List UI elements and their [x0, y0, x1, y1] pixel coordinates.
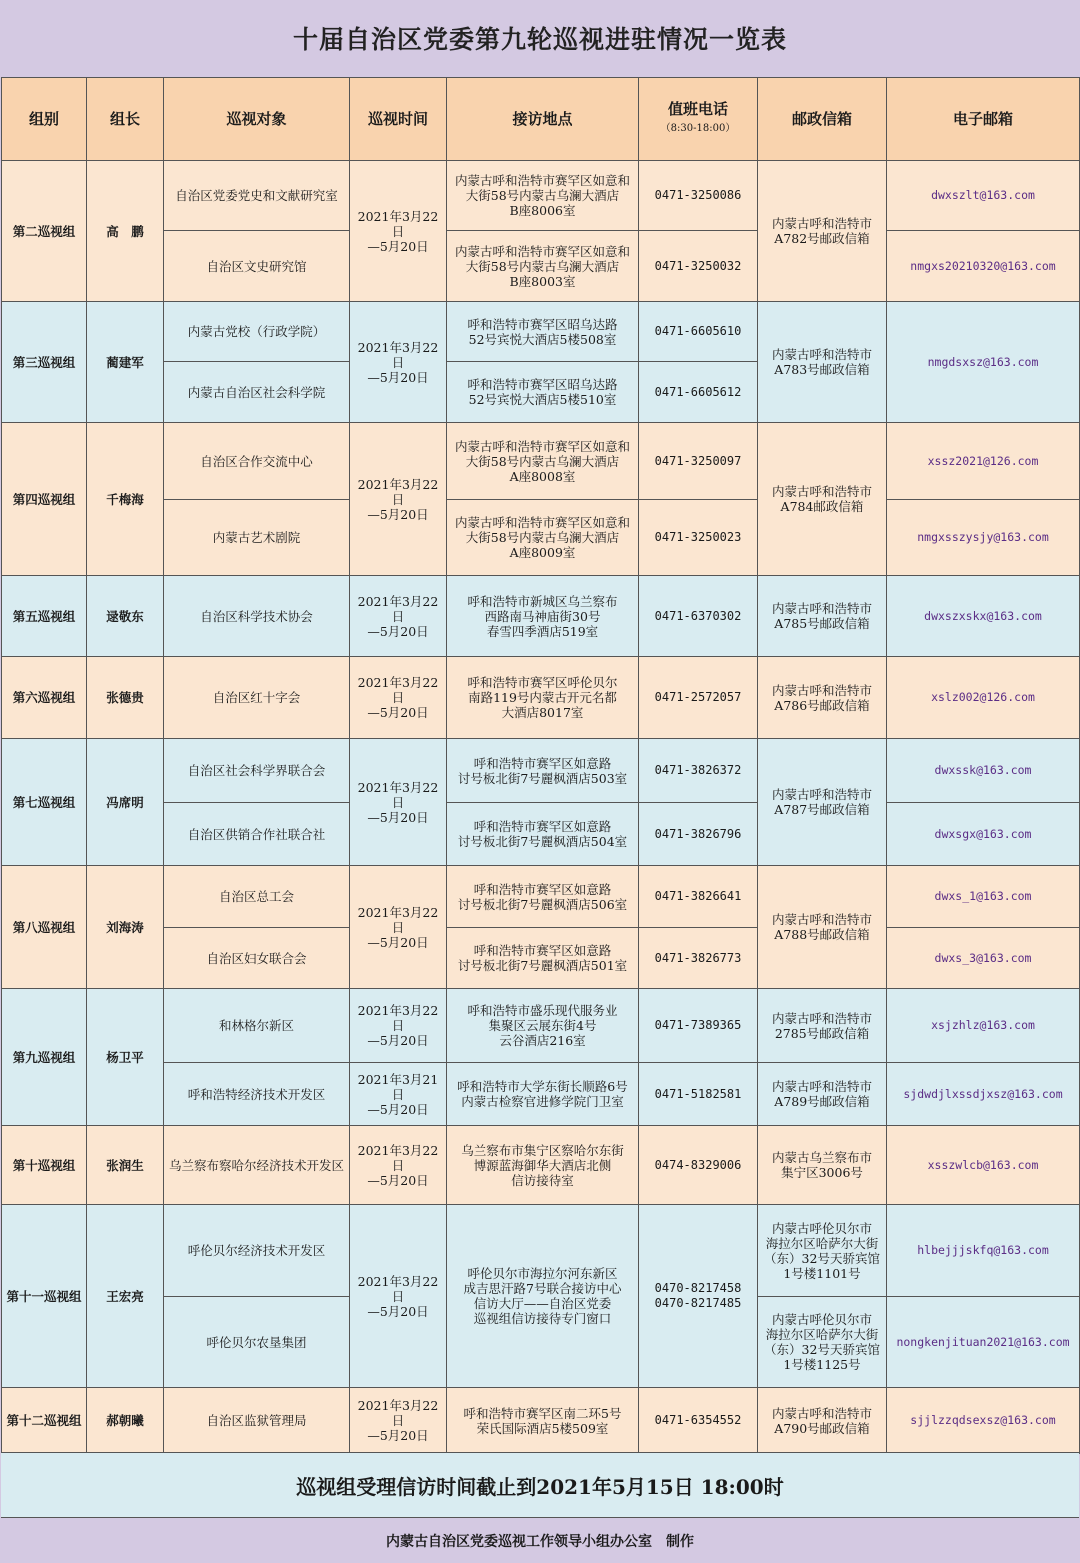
- duty-phone: 0474-8329006: [639, 1126, 758, 1205]
- table-row: [2, 739, 1080, 803]
- inspection-target: 自治区供销合作社联合社: [164, 803, 350, 866]
- table-row: [2, 231, 1080, 302]
- email-address: xsszwlcb@163.com: [887, 1126, 1080, 1205]
- inspection-period: 2021年3月22日 —5月20日: [350, 1126, 447, 1205]
- email-address: sjjlzzqdsexsz@163.com: [887, 1388, 1080, 1454]
- email-address: xssz2021@126.com: [887, 423, 1080, 500]
- inspection-target: 自治区总工会: [164, 866, 350, 928]
- header-target: 巡视对象: [164, 78, 350, 161]
- group-name: 第十一巡视组: [2, 1205, 87, 1388]
- group-leader: 蔺建军: [87, 302, 164, 423]
- visit-address: 乌兰察布市集宁区察哈尔东街 博源蓝海御华大酒店北侧 信访接待室: [447, 1126, 639, 1205]
- header-leader: 组长: [87, 78, 164, 161]
- inspection-period: 2021年3月22日 —5月20日: [350, 423, 447, 576]
- postal-mailbox: 内蒙古呼和浩特市 A787号邮政信箱: [758, 739, 887, 866]
- email-address: dwxszlt@163.com: [887, 161, 1080, 231]
- email-address: dwxszxskx@163.com: [887, 576, 1080, 657]
- visit-address: 内蒙古呼和浩特市赛罕区如意和 大街58号内蒙古乌澜大酒店 B座8003室: [447, 231, 639, 302]
- table-row: [2, 803, 1080, 866]
- duty-phone: 0471-6370302: [639, 576, 758, 657]
- table-row: [2, 500, 1080, 576]
- group-name: 第五巡视组: [2, 576, 87, 657]
- postal-mailbox: 内蒙古呼伦贝尔市 海拉尔区哈萨尔大街 （东）32号天骄宾馆 1号楼1125号: [758, 1297, 887, 1388]
- visit-address: 呼和浩特市赛罕区南二环5号 荣氏国际酒店5楼509室: [447, 1388, 639, 1454]
- postal-mailbox: 内蒙古呼和浩特市 A782号邮政信箱: [758, 161, 887, 302]
- duty-phone: 0471-6605610: [639, 302, 758, 362]
- page-title: 十届自治区党委第九轮巡视进驻情况一览表: [292, 25, 787, 54]
- postal-mailbox: 内蒙古呼伦贝尔市 海拉尔区哈萨尔大街 （东）32号天骄宾馆 1号楼1101号: [758, 1205, 887, 1297]
- group-leader: 高 鹏: [87, 161, 164, 302]
- group-name: 第十巡视组: [2, 1126, 87, 1205]
- table-row: [2, 1063, 1080, 1126]
- email-address: nmgxsszysjy@163.com: [887, 500, 1080, 576]
- inspection-target: 自治区党委党史和文献研究室: [164, 161, 350, 231]
- table-row: [2, 1126, 1080, 1205]
- postal-mailbox: 内蒙古呼和浩特市 A790号邮政信箱: [758, 1388, 887, 1454]
- inspection-period: 2021年3月22日 —5月20日: [350, 866, 447, 989]
- duty-phone: 0471-3250097: [639, 423, 758, 500]
- email-address: nmgdsxsz@163.com: [887, 302, 1080, 423]
- table-row: [2, 302, 1080, 362]
- duty-phone: 0471-3826641: [639, 866, 758, 928]
- group-name: 第六巡视组: [2, 657, 87, 739]
- inspection-target: 自治区文史研究馆: [164, 231, 350, 302]
- visit-address: 内蒙古呼和浩特市赛罕区如意和 大街58号内蒙古乌澜大酒店 B座8006室: [447, 161, 639, 231]
- visit-address: 呼伦贝尔市海拉尔河东新区 成吉思汗路7号联合接访中心 信访大厅——自治区党委 巡视组信访接待专门窗口: [447, 1205, 639, 1388]
- inspection-target: 自治区科学技术协会: [164, 576, 350, 657]
- table-row: [2, 866, 1080, 928]
- visit-address: 呼和浩特市赛罕区如意路 讨号板北街7号麗枫酒店501室: [447, 928, 639, 989]
- inspection-target: 和林格尔新区: [164, 989, 350, 1063]
- visit-address: 呼和浩特市新城区乌兰察布 西路南马神庙街30号 春雪四季酒店519室: [447, 576, 639, 657]
- duty-phone: 0471-3250032: [639, 231, 758, 302]
- email-address: xsjzhlz@163.com: [887, 989, 1080, 1063]
- table-row: [2, 1205, 1080, 1297]
- inspection-target: 乌兰察布察哈尔经济技术开发区: [164, 1126, 350, 1205]
- email-address: nmgxs20210320@163.com: [887, 231, 1080, 302]
- inspection-period: 2021年3月22日 —5月20日: [350, 1205, 447, 1388]
- inspection-period: 2021年3月22日 —5月20日: [350, 576, 447, 657]
- header-email: 电子邮箱: [887, 78, 1080, 161]
- group-leader: 郝朝曦: [87, 1388, 164, 1454]
- group-name: 第四巡视组: [2, 423, 87, 576]
- group-leader: 张德贵: [87, 657, 164, 739]
- visit-address: 呼和浩特市赛罕区如意路 讨号板北街7号麗枫酒店504室: [447, 803, 639, 866]
- postal-mailbox: 内蒙古呼和浩特市 A786号邮政信箱: [758, 657, 887, 739]
- visit-address: 呼和浩特市大学东街长顺路6号 内蒙古检察官进修学院门卫室: [447, 1063, 639, 1126]
- duty-phone: 0471-7389365: [639, 989, 758, 1063]
- email-address: nongkenjituan2021@163.com: [887, 1297, 1080, 1388]
- inspection-period: 2021年3月22日 —5月20日: [350, 989, 447, 1063]
- inspection-target: 呼伦贝尔农垦集团: [164, 1297, 350, 1388]
- header-address: 接访地点: [447, 78, 639, 161]
- deadline-notice: 巡视组受理信访时间截止到2021年5月15日 18:00时: [1, 1452, 1079, 1518]
- table-row: [2, 1388, 1080, 1454]
- inspection-target: 内蒙古党校（行政学院）: [164, 302, 350, 362]
- group-leader: 王宏亮: [87, 1205, 164, 1388]
- inspection-target: 呼和浩特经济技术开发区: [164, 1063, 350, 1126]
- visit-address: 内蒙古呼和浩特市赛罕区如意和 大街58号内蒙古乌澜大酒店 A座8009室: [447, 500, 639, 576]
- duty-phone: 0471-6354552: [639, 1388, 758, 1454]
- duty-phone: 0471-3826796: [639, 803, 758, 866]
- visit-address: 呼和浩特市盛乐现代服务业 集聚区云展东街4号 云谷酒店216室: [447, 989, 639, 1063]
- visit-address: 呼和浩特市赛罕区如意路 讨号板北街7号麗枫酒店506室: [447, 866, 639, 928]
- postal-mailbox: 内蒙古呼和浩特市 A789号邮政信箱: [758, 1063, 887, 1126]
- duty-phone: 0471-3826773: [639, 928, 758, 989]
- group-name: 第十二巡视组: [2, 1388, 87, 1454]
- inspection-table: [1, 77, 1080, 1454]
- email-address: hlbejjjskfq@163.com: [887, 1205, 1080, 1297]
- header-phone-label: 值班电话: [667, 100, 728, 118]
- group-leader: 千梅海: [87, 423, 164, 576]
- postal-mailbox: 内蒙古呼和浩特市 A783号邮政信箱: [758, 302, 887, 423]
- postal-mailbox: 内蒙古呼和浩特市 A785号邮政信箱: [758, 576, 887, 657]
- inspection-period: 2021年3月22日 —5月20日: [350, 161, 447, 302]
- inspection-target: 呼伦贝尔经济技术开发区: [164, 1205, 350, 1297]
- header-group: 组别: [2, 78, 87, 161]
- visit-address: 呼和浩特市赛罕区如意路 讨号板北街7号麗枫酒店503室: [447, 739, 639, 803]
- table-row: [2, 657, 1080, 739]
- email-address: dwxs_3@163.com: [887, 928, 1080, 989]
- postal-mailbox: 内蒙古呼和浩特市 A788号邮政信箱: [758, 866, 887, 989]
- email-address: dwxs_1@163.com: [887, 866, 1080, 928]
- email-address: sjdwdjlxssdjxsz@163.com: [887, 1063, 1080, 1126]
- email-address: dwxssk@163.com: [887, 739, 1080, 803]
- footer-credit: 内蒙古自治区党委巡视工作领导小组办公室 制作: [386, 1533, 694, 1550]
- duty-phone: 0471-3250023: [639, 500, 758, 576]
- postal-mailbox: 内蒙古呼和浩特市 2785号邮政信箱: [758, 989, 887, 1063]
- visit-address: 内蒙古呼和浩特市赛罕区如意和 大街58号内蒙古乌澜大酒店 A座8008室: [447, 423, 639, 500]
- table-row: [2, 989, 1080, 1063]
- group-leader: 冯席明: [87, 739, 164, 866]
- inspection-target: 自治区红十字会: [164, 657, 350, 739]
- visit-address: 呼和浩特市赛罕区昭乌达路 52号宾悦大酒店5楼510室: [447, 362, 639, 423]
- inspection-target: 内蒙古自治区社会科学院: [164, 362, 350, 423]
- table-row: [2, 576, 1080, 657]
- visit-address: 呼和浩特市赛罕区昭乌达路 52号宾悦大酒店5楼508室: [447, 302, 639, 362]
- group-leader: 刘海涛: [87, 866, 164, 989]
- visit-address: 呼和浩特市赛罕区呼伦贝尔 南路119号内蒙古开元名都 大酒店8017室: [447, 657, 639, 739]
- duty-phone: 0471-2572057: [639, 657, 758, 739]
- duty-phone: 0471-3250086: [639, 161, 758, 231]
- postal-mailbox: 内蒙古乌兰察布市 集宁区3006号: [758, 1126, 887, 1205]
- duty-phone: 0471-6605612: [639, 362, 758, 423]
- header-mailbox: 邮政信箱: [758, 78, 887, 161]
- inspection-target: 自治区社会科学界联合会: [164, 739, 350, 803]
- group-name: 第三巡视组: [2, 302, 87, 423]
- inspection-target: 自治区妇女联合会: [164, 928, 350, 989]
- inspection-period: 2021年3月21日 —5月20日: [350, 1063, 447, 1126]
- group-leader: 杨卫平: [87, 989, 164, 1126]
- group-name: 第二巡视组: [2, 161, 87, 302]
- duty-phone: 0471-3826372: [639, 739, 758, 803]
- header-phone-hours: （8:30-18:00）: [660, 123, 736, 134]
- email-address: dwxsgx@163.com: [887, 803, 1080, 866]
- inspection-target: 内蒙古艺术剧院: [164, 500, 350, 576]
- group-leader: 张润生: [87, 1126, 164, 1205]
- header-time: 巡视时间: [350, 78, 447, 161]
- postal-mailbox: 内蒙古呼和浩特市 A784邮政信箱: [758, 423, 887, 576]
- email-address: xslz002@126.com: [887, 657, 1080, 739]
- table-row: [2, 161, 1080, 231]
- group-name: 第九巡视组: [2, 989, 87, 1126]
- group-name: 第八巡视组: [2, 866, 87, 989]
- inspection-target: 自治区监狱管理局: [164, 1388, 350, 1454]
- inspection-target: 自治区合作交流中心: [164, 423, 350, 500]
- header-phone: [639, 78, 758, 161]
- table-row: [2, 928, 1080, 989]
- inspection-period: 2021年3月22日 —5月20日: [350, 657, 447, 739]
- inspection-period: 2021年3月22日 —5月20日: [350, 302, 447, 423]
- group-name: 第七巡视组: [2, 739, 87, 866]
- duty-phone: 0471-5182581: [639, 1063, 758, 1126]
- table-row: [2, 423, 1080, 500]
- inspection-period: 2021年3月22日 —5月20日: [350, 739, 447, 866]
- duty-phone: 0470-8217458 0470-8217485: [639, 1205, 758, 1388]
- inspection-period: 2021年3月22日 —5月20日: [350, 1388, 447, 1454]
- table-header-row: [2, 78, 1080, 161]
- group-leader: 逯敬东: [87, 576, 164, 657]
